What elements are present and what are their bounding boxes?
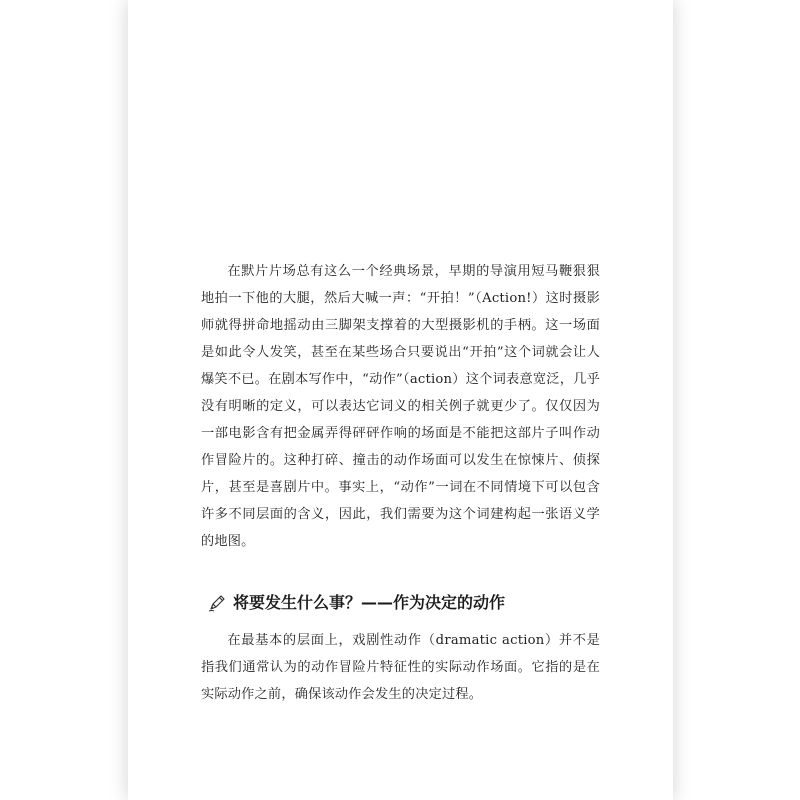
pen-icon (207, 593, 227, 613)
body-paragraph-2: 在最基本的层面上，戏剧性动作（dramatic action）并不是指我们通常认为的动作冒险片特征性的实际动作场面。它指的是在实际动作之前，确保该动作会发生的决定过程。 (201, 633, 600, 702)
page-content (201, 258, 600, 708)
section-heading (201, 591, 600, 615)
body-paragraph-1: 在默片片场总有这么一个经典场景，早期的导演用短马鞭狠狠地拍一下他的大腿，然后大喊一声：“开拍！”（Action!）这时摄影师就得拼命地摇动由三脚架支撑着的大型摄影机的手柄。这一场面是如此令人发笑，甚至在某些场合只要说出“开拍”这个词就会让人爆笑不已。在剧本写作中，“动作”（action）这个词表意宽泛，几乎没有明晰的定义，可以表达它词义的相关例子就更少了。仅仅因为一部电影含有把金属弄得砰砰作响的场面是不能把这部片子叫作动作冒险片的。这种打碎、撞击的动作场面可以发生在惊悚片、侦探片，甚至是喜剧片中。事实上，“动作”一词在不同情境下可以包含许多不同层面的含义，因此，我们需要为这个词建构起一张语义学的地图。 (201, 264, 600, 549)
section-title: 将要发生什么事？——作为决定的动作 (233, 593, 506, 612)
book-page (128, 0, 673, 800)
